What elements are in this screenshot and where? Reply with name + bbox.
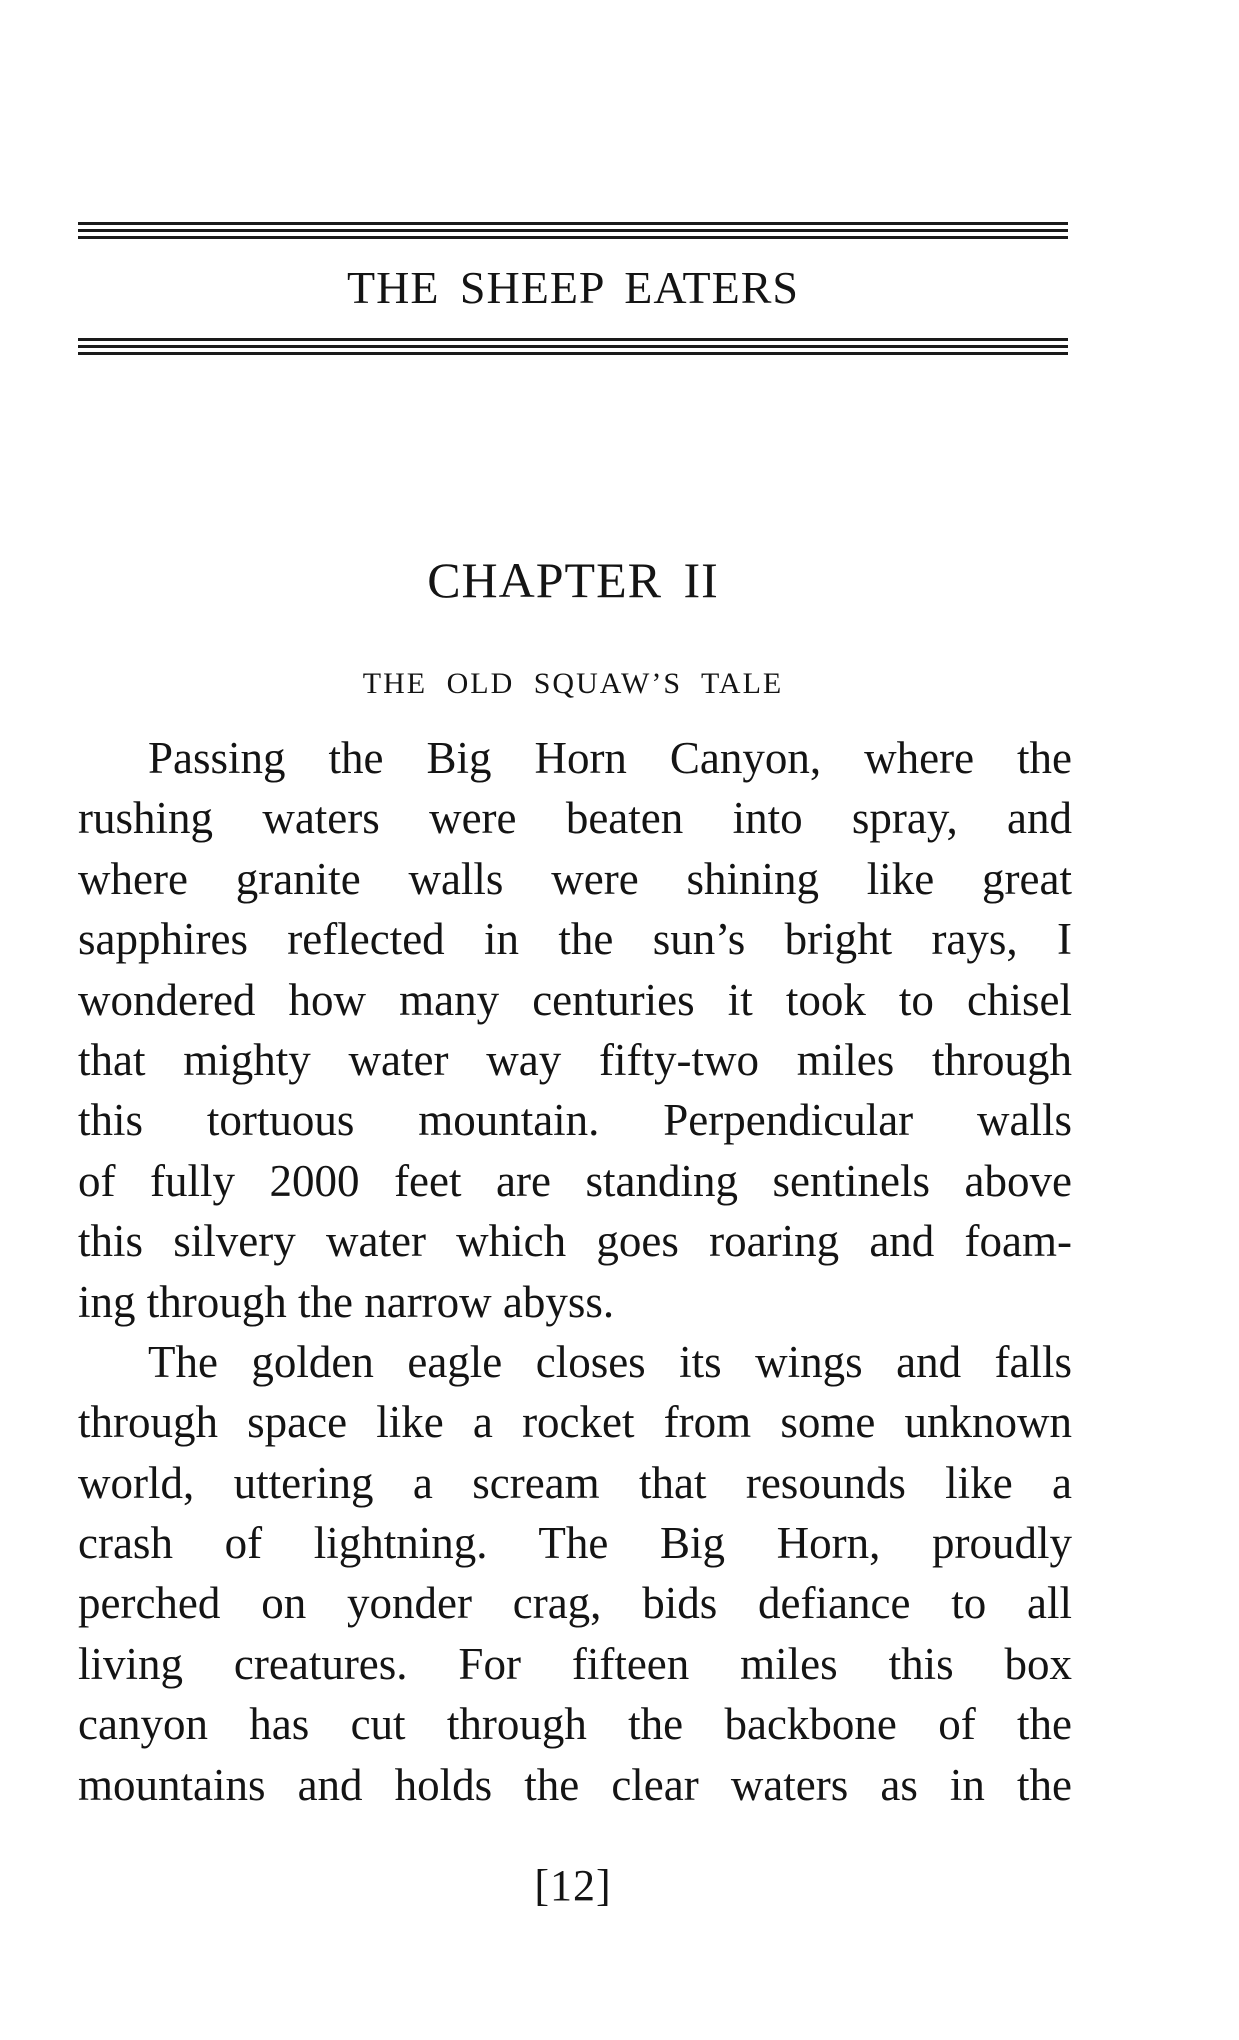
rule-line <box>78 222 1068 225</box>
text-line: this tortuous mountain. Perpendicular walls <box>78 1095 1072 1146</box>
text-line: ing through the narrow abyss. <box>78 1276 615 1327</box>
text-line: canyon has cut through the backbone of the <box>78 1699 1072 1750</box>
text-line: that mighty water way fifty-two miles through <box>78 1034 1072 1085</box>
text-line: mountains and holds the clear waters as in the <box>78 1759 1072 1810</box>
text-line: sapphires reflected in the sun’s bright rays, I <box>78 914 1072 965</box>
page-number: [12] <box>534 1861 612 1910</box>
text-line: this silvery water which goes roaring and foam- <box>78 1216 1072 1267</box>
text-line: crash of lightning. The Big Horn, proudly <box>78 1518 1072 1569</box>
rule-line <box>78 345 1068 348</box>
text-line: perched on yonder crag, bids defiance to all <box>78 1578 1072 1629</box>
text-line: where granite walls were shining like great <box>78 853 1072 904</box>
text-line: living creatures. For fifteen miles this box <box>78 1638 1072 1689</box>
chapter-title: CHAPTER II <box>427 552 719 608</box>
text-line: wondered how many centuries it took to chisel <box>78 974 1072 1025</box>
chapter-subtitle: THE OLD SQUAW’S TALE <box>362 667 784 700</box>
rule-line <box>78 338 1068 341</box>
paragraph <box>78 1332 1072 1815</box>
rule-line <box>78 229 1068 232</box>
text-line: Passing the Big Horn Canyon, where the <box>148 733 1072 783</box>
text-line: of fully 2000 feet are standing sentinels above <box>78 1155 1072 1206</box>
running-head: THE SHEEP EATERS <box>347 262 799 313</box>
text-line: through space like a rocket from some unknown <box>78 1397 1072 1448</box>
rule-line <box>78 236 1068 239</box>
body-text <box>78 728 1072 1815</box>
text-line: The golden eagle closes its wings and falls <box>148 1336 1072 1387</box>
text-line: rushing waters were beaten into spray, and <box>78 793 1072 844</box>
text-line: world, uttering a scream that resounds like a <box>78 1457 1072 1508</box>
paragraph <box>78 728 1072 1332</box>
rule-line <box>78 352 1068 355</box>
